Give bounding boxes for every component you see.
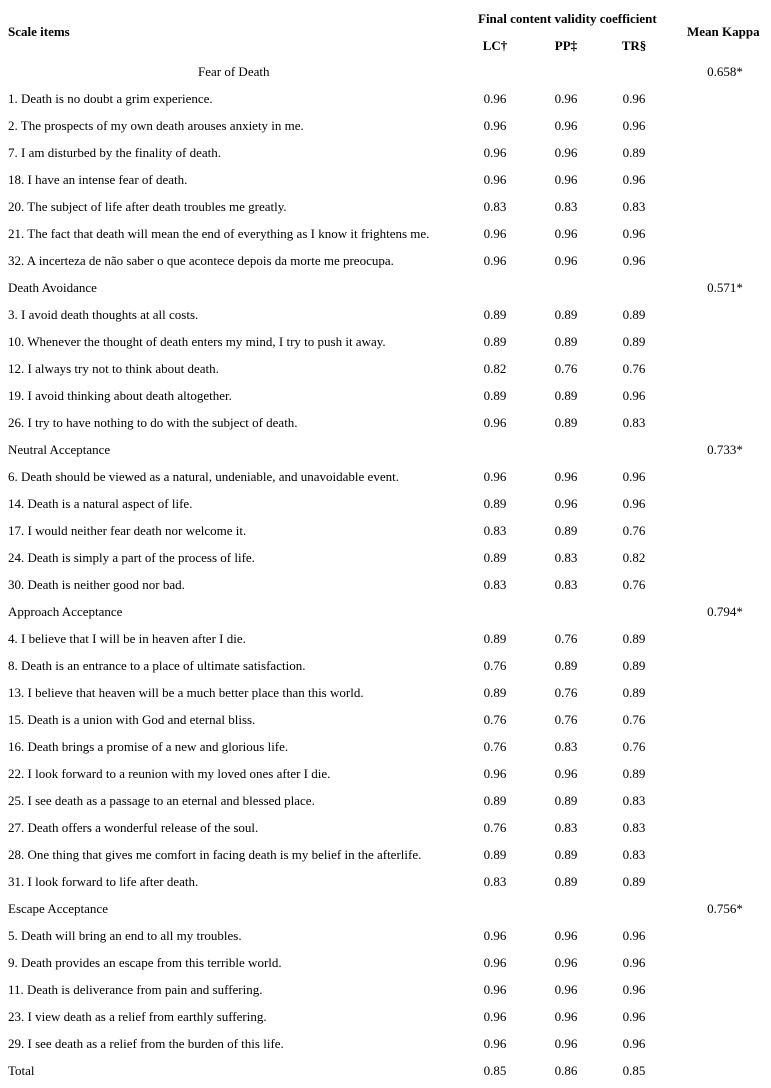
header-group-validity: Final content validity coefficient <box>478 11 657 26</box>
pp-value: 0.89 <box>554 847 578 862</box>
lc-value: 0.96 <box>483 955 507 970</box>
pp-value: 0.76 <box>554 712 578 727</box>
item-label: 25. I see death as a passage to an eternal and blessed place. <box>8 793 315 808</box>
pp-value: 0.89 <box>554 658 578 673</box>
lc-value: 0.89 <box>483 334 507 349</box>
item-label: 19. I avoid thinking about death altogether. <box>8 388 232 403</box>
item-label: 1. Death is no doubt a grim experience. <box>8 91 213 106</box>
total-row <box>0 1057 771 1084</box>
tr-value: 0.89 <box>622 685 646 700</box>
table-row <box>0 652 771 679</box>
item-label: 18. I have an intense fear of death. <box>8 172 188 187</box>
item-label: 21. The fact that death will mean the end of everything as I know it frightens me. <box>8 226 430 241</box>
item-label: 5. Death will bring an end to all my troubles. <box>8 928 242 943</box>
tr-value: 0.89 <box>622 874 646 889</box>
table-row <box>0 85 771 112</box>
pp-value: 0.76 <box>554 361 578 376</box>
item-label: 24. Death is simply a part of the process of life. <box>8 550 255 565</box>
lc-value: 0.96 <box>483 172 507 187</box>
section-row <box>0 436 771 463</box>
pp-value: 0.89 <box>554 388 578 403</box>
lc-value: 0.96 <box>483 928 507 943</box>
section-row <box>0 58 771 85</box>
item-label: 11. Death is deliverance from pain and suffering. <box>8 982 263 997</box>
lc-value: 0.76 <box>483 739 507 754</box>
pp-value: 0.96 <box>554 91 578 106</box>
tr-value: 0.89 <box>622 334 646 349</box>
table-row <box>0 544 771 571</box>
table-row <box>0 760 771 787</box>
tr-value: 0.96 <box>622 1036 646 1051</box>
tr-value: 0.89 <box>622 766 646 781</box>
mean-kappa-value: 0.794* <box>707 604 743 619</box>
item-label: 30. Death is neither good nor bad. <box>8 577 185 592</box>
tr-value: 0.76 <box>622 712 646 727</box>
item-label: 26. I try to have nothing to do with the subject of death. <box>8 415 298 430</box>
table-row <box>0 868 771 895</box>
lc-value: 0.89 <box>483 685 507 700</box>
pp-value: 0.83 <box>554 739 578 754</box>
lc-value: 0.82 <box>483 361 507 376</box>
lc-value: 0.96 <box>483 118 507 133</box>
tr-value: 0.89 <box>622 145 646 160</box>
tr-value: 0.85 <box>622 1063 646 1078</box>
lc-value: 0.96 <box>483 766 507 781</box>
pp-value: 0.96 <box>554 955 578 970</box>
lc-value: 0.89 <box>483 307 507 322</box>
table-row <box>0 463 771 490</box>
pp-value: 0.86 <box>554 1063 578 1078</box>
lc-value: 0.96 <box>483 1036 507 1051</box>
section-label: Neutral Acceptance <box>8 442 111 457</box>
item-label: 15. Death is a union with God and eternal bliss. <box>8 712 256 727</box>
table-row <box>0 355 771 382</box>
lc-value: 0.89 <box>483 388 507 403</box>
table-row <box>0 841 771 868</box>
lc-value: 0.83 <box>483 577 507 592</box>
pp-value: 0.89 <box>554 307 578 322</box>
header-scale-items: Scale items <box>8 24 70 39</box>
lc-value: 0.83 <box>483 199 507 214</box>
lc-value: 0.76 <box>483 658 507 673</box>
item-label: 10. Whenever the thought of death enters my mind, I try to push it away. <box>8 334 386 349</box>
pp-value: 0.96 <box>554 928 578 943</box>
tr-value: 0.96 <box>622 388 646 403</box>
header-pp: PP‡ <box>554 38 578 53</box>
tr-value: 0.76 <box>622 577 646 592</box>
tr-value: 0.96 <box>622 955 646 970</box>
table-row <box>0 112 771 139</box>
lc-value: 0.96 <box>483 982 507 997</box>
lc-value: 0.85 <box>483 1063 507 1078</box>
item-label: 7. I am disturbed by the finality of death. <box>8 145 222 160</box>
section-row <box>0 274 771 301</box>
mean-kappa-value: 0.756* <box>707 901 743 916</box>
lc-value: 0.89 <box>483 496 507 511</box>
tr-value: 0.96 <box>622 496 646 511</box>
pp-value: 0.89 <box>554 334 578 349</box>
table-row <box>0 814 771 841</box>
tr-value: 0.83 <box>622 820 646 835</box>
tr-value: 0.89 <box>622 307 646 322</box>
mean-kappa-value: 0.658* <box>707 64 743 79</box>
tr-value: 0.96 <box>622 928 646 943</box>
tr-value: 0.96 <box>622 253 646 268</box>
item-label: 17. I would neither fear death nor welcome it. <box>8 523 247 538</box>
lc-value: 0.76 <box>483 712 507 727</box>
lc-value: 0.89 <box>483 631 507 646</box>
pp-value: 0.96 <box>554 172 578 187</box>
tr-value: 0.96 <box>622 118 646 133</box>
table-row <box>0 1003 771 1030</box>
section-label: Death Avoidance <box>8 280 97 295</box>
lc-value: 0.96 <box>483 1009 507 1024</box>
table-row <box>0 571 771 598</box>
item-label: 8. Death is an entrance to a place of ultimate satisfaction. <box>8 658 306 673</box>
lc-value: 0.96 <box>483 91 507 106</box>
pp-value: 0.89 <box>554 793 578 808</box>
tr-value: 0.96 <box>622 982 646 997</box>
item-label: 32. A incerteza de não saber o que acontece depois da morte me preocupa. <box>8 253 394 268</box>
table-row <box>0 490 771 517</box>
item-label: 14. Death is a natural aspect of life. <box>8 496 193 511</box>
table-row <box>0 247 771 274</box>
item-label: 3. I avoid death thoughts at all costs. <box>8 307 199 322</box>
item-label: 16. Death brings a promise of a new and glorious life. <box>8 739 289 754</box>
item-label: 20. The subject of life after death troubles me greatly. <box>8 199 287 214</box>
pp-value: 0.76 <box>554 685 578 700</box>
mean-kappa-value: 0.733* <box>707 442 743 457</box>
item-label: 6. Death should be viewed as a natural, undeniable, and unavoidable event. <box>8 469 399 484</box>
lc-value: 0.83 <box>483 874 507 889</box>
lc-value: 0.89 <box>483 847 507 862</box>
lc-value: 0.83 <box>483 523 507 538</box>
pp-value: 0.83 <box>554 820 578 835</box>
table-row <box>0 922 771 949</box>
item-label: 13. I believe that heaven will be a much better place than this world. <box>8 685 364 700</box>
tr-value: 0.82 <box>622 550 646 565</box>
lc-value: 0.96 <box>483 253 507 268</box>
pp-value: 0.96 <box>554 118 578 133</box>
pp-value: 0.83 <box>554 550 578 565</box>
table-row <box>0 976 771 1003</box>
section-row <box>0 598 771 625</box>
pp-value: 0.96 <box>554 469 578 484</box>
table-row <box>0 193 771 220</box>
lc-value: 0.89 <box>483 793 507 808</box>
table-row <box>0 139 771 166</box>
item-label: 22. I look forward to a reunion with my loved ones after I die. <box>8 766 331 781</box>
tr-value: 0.76 <box>622 361 646 376</box>
tr-value: 0.89 <box>622 631 646 646</box>
table-row <box>0 166 771 193</box>
header-tr: TR§ <box>621 38 647 53</box>
table-row <box>0 328 771 355</box>
pp-value: 0.96 <box>554 766 578 781</box>
header-mean-kappa: Mean Kappa <box>687 24 760 39</box>
pp-value: 0.96 <box>554 226 578 241</box>
item-label: 27. Death offers a wonderful release of the soul. <box>8 820 259 835</box>
tr-value: 0.96 <box>622 172 646 187</box>
tr-value: 0.83 <box>622 847 646 862</box>
lc-value: 0.96 <box>483 469 507 484</box>
lc-value: 0.96 <box>483 226 507 241</box>
lc-value: 0.89 <box>483 550 507 565</box>
table-row <box>0 949 771 976</box>
item-label: 29. I see death as a relief from the burden of this life. <box>8 1036 284 1051</box>
table-row <box>0 679 771 706</box>
table-row <box>0 517 771 544</box>
tr-value: 0.96 <box>622 226 646 241</box>
table-row <box>0 625 771 652</box>
item-label: 12. I always try not to think about death. <box>8 361 219 376</box>
item-label: Total <box>8 1063 35 1078</box>
table-row <box>0 301 771 328</box>
pp-value: 0.76 <box>554 631 578 646</box>
tr-value: 0.83 <box>622 793 646 808</box>
table-row <box>0 220 771 247</box>
table-row <box>0 706 771 733</box>
tr-value: 0.76 <box>622 523 646 538</box>
tr-value: 0.83 <box>622 199 646 214</box>
lc-value: 0.96 <box>483 145 507 160</box>
item-label: 9. Death provides an escape from this terrible world. <box>8 955 282 970</box>
section-label: Approach Acceptance <box>8 604 123 619</box>
tr-value: 0.96 <box>622 91 646 106</box>
item-label: 31. I look forward to life after death. <box>8 874 199 889</box>
section-label: Fear of Death <box>198 64 270 79</box>
pp-value: 0.96 <box>554 1036 578 1051</box>
table-row <box>0 382 771 409</box>
pp-value: 0.96 <box>554 253 578 268</box>
tr-value: 0.76 <box>622 739 646 754</box>
table-row <box>0 409 771 436</box>
table-row <box>0 1030 771 1057</box>
pp-value: 0.96 <box>554 145 578 160</box>
item-label: 2. The prospects of my own death arouses anxiety in me. <box>8 118 304 133</box>
mean-kappa-value: 0.571* <box>707 280 743 295</box>
pp-value: 0.96 <box>554 496 578 511</box>
table-row <box>0 733 771 760</box>
pp-value: 0.96 <box>554 1009 578 1024</box>
tr-value: 0.83 <box>622 415 646 430</box>
pp-value: 0.89 <box>554 874 578 889</box>
section-row <box>0 895 771 922</box>
pp-value: 0.83 <box>554 577 578 592</box>
pp-value: 0.89 <box>554 523 578 538</box>
item-label: 28. One thing that gives me comfort in facing death is my belief in the afterlife. <box>8 847 422 862</box>
pp-value: 0.83 <box>554 199 578 214</box>
header-lc: LC† <box>482 38 508 53</box>
lc-value: 0.76 <box>483 820 507 835</box>
item-label: 23. I view death as a relief from earthly suffering. <box>8 1009 267 1024</box>
section-label: Escape Acceptance <box>8 901 108 916</box>
tr-value: 0.89 <box>622 658 646 673</box>
pp-value: 0.96 <box>554 982 578 997</box>
lc-value: 0.96 <box>483 415 507 430</box>
tr-value: 0.96 <box>622 469 646 484</box>
pp-value: 0.89 <box>554 415 578 430</box>
table-row <box>0 787 771 814</box>
item-label: 4. I believe that I will be in heaven after I die. <box>8 631 246 646</box>
tr-value: 0.96 <box>622 1009 646 1024</box>
